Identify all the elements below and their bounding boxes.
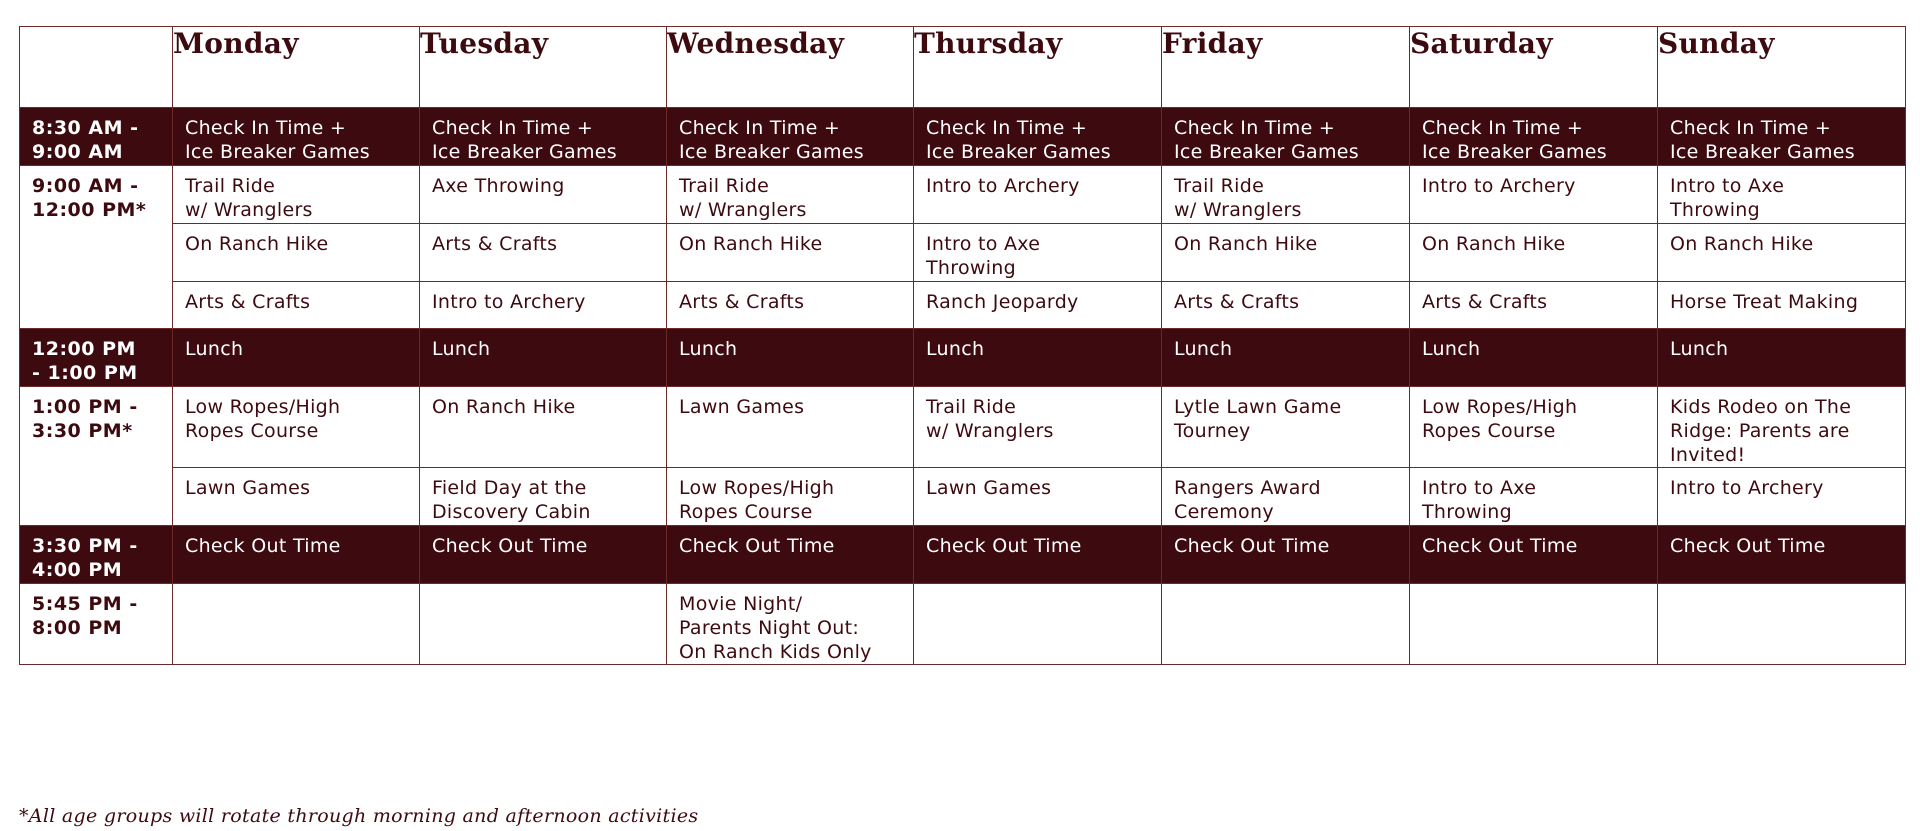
activity-cell: Low Ropes/High Ropes Course (1410, 387, 1658, 468)
activity-cell: Trail Ride w/ Wranglers (667, 166, 914, 224)
day-header: Thursday (914, 27, 1162, 108)
activity-cell: Arts & Crafts (667, 282, 914, 329)
time-slot-label: 12:00 PM - 1:00 PM (20, 329, 173, 387)
schedule-row (20, 108, 1906, 166)
activity-cell: Low Ropes/High Ropes Course (173, 387, 420, 468)
activity-cell: Lawn Games (914, 468, 1162, 526)
activity-cell: Axe Throwing (420, 166, 667, 224)
activity-cell (1162, 584, 1410, 665)
day-header: Tuesday (420, 27, 667, 108)
activity-cell: Check In Time + Ice Breaker Games (173, 108, 420, 166)
activity-cell: Check In Time + Ice Breaker Games (1410, 108, 1658, 166)
activity-cell: Kids Rodeo on The Ridge: Parents are Invited! (1658, 387, 1906, 468)
activity-cell: Intro to Axe Throwing (1658, 166, 1906, 224)
activity-cell (420, 584, 667, 665)
weekly-schedule-table (19, 26, 1906, 665)
activity-cell: Check Out Time (1658, 526, 1906, 584)
activity-cell: Intro to Axe Throwing (1410, 468, 1658, 526)
activity-cell: Check In Time + Ice Breaker Games (667, 108, 914, 166)
activity-cell: Lunch (1410, 329, 1658, 387)
footnote: *All age groups will rotate through morning and afternoon activities (19, 805, 699, 827)
time-slot-label: 8:30 AM - 9:00 AM (20, 108, 173, 166)
activity-cell: Check Out Time (667, 526, 914, 584)
schedule-row (20, 387, 1906, 468)
activity-cell: Intro to Axe Throwing (914, 224, 1162, 282)
activity-cell: Trail Ride w/ Wranglers (173, 166, 420, 224)
activity-cell: On Ranch Hike (667, 224, 914, 282)
day-header: Saturday (1410, 27, 1658, 108)
activity-cell: Trail Ride w/ Wranglers (914, 387, 1162, 468)
activity-cell: Lunch (667, 329, 914, 387)
activity-cell: Arts & Crafts (1162, 282, 1410, 329)
activity-cell: Lawn Games (667, 387, 914, 468)
activity-cell: Movie Night/ Parents Night Out: On Ranch Kids Only (667, 584, 914, 665)
day-header: Wednesday (667, 27, 914, 108)
activity-cell (1658, 584, 1906, 665)
schedule-row (20, 329, 1906, 387)
activity-cell: Low Ropes/High Ropes Course (667, 468, 914, 526)
activity-cell: On Ranch Hike (420, 387, 667, 468)
activity-cell: Intro to Archery (1658, 468, 1906, 526)
activity-cell: On Ranch Hike (1162, 224, 1410, 282)
activity-cell (173, 584, 420, 665)
day-header: Sunday (1658, 27, 1906, 108)
schedule-row (20, 526, 1906, 584)
activity-cell: On Ranch Hike (1410, 224, 1658, 282)
activity-cell: Lunch (1658, 329, 1906, 387)
activity-cell: Lunch (173, 329, 420, 387)
schedule-row (20, 282, 1906, 329)
time-slot-label: 5:45 PM - 8:00 PM (20, 584, 173, 665)
activity-cell: Lunch (420, 329, 667, 387)
day-header: Monday (173, 27, 420, 108)
activity-cell: Check In Time + Ice Breaker Games (1658, 108, 1906, 166)
corner-cell (20, 27, 173, 108)
activity-cell: Check In Time + Ice Breaker Games (914, 108, 1162, 166)
activity-cell: On Ranch Hike (173, 224, 420, 282)
time-slot-label: 1:00 PM - 3:30 PM* (20, 387, 173, 526)
day-header-row (20, 27, 1906, 108)
activity-cell: Arts & Crafts (420, 224, 667, 282)
schedule-row (20, 224, 1906, 282)
activity-cell: Check Out Time (1410, 526, 1658, 584)
activity-cell: Arts & Crafts (173, 282, 420, 329)
activity-cell: Lawn Games (173, 468, 420, 526)
time-slot-label: 3:30 PM - 4:00 PM (20, 526, 173, 584)
activity-cell: Check Out Time (914, 526, 1162, 584)
activity-cell: Lytle Lawn Game Tourney (1162, 387, 1410, 468)
activity-cell: Check Out Time (420, 526, 667, 584)
activity-cell: Arts & Crafts (1410, 282, 1658, 329)
activity-cell: Check In Time + Ice Breaker Games (420, 108, 667, 166)
day-header: Friday (1162, 27, 1410, 108)
schedule-row (20, 166, 1906, 224)
activity-cell: Intro to Archery (914, 166, 1162, 224)
activity-cell: Lunch (1162, 329, 1410, 387)
activity-cell: On Ranch Hike (1658, 224, 1906, 282)
time-slot-label: 9:00 AM - 12:00 PM* (20, 166, 173, 329)
activity-cell (914, 584, 1162, 665)
activity-cell: Horse Treat Making (1658, 282, 1906, 329)
activity-cell: Field Day at the Discovery Cabin (420, 468, 667, 526)
activity-cell: Intro to Archery (1410, 166, 1658, 224)
activity-cell: Intro to Archery (420, 282, 667, 329)
schedule-row (20, 584, 1906, 665)
activity-cell: Check Out Time (1162, 526, 1410, 584)
activity-cell: Lunch (914, 329, 1162, 387)
activity-cell (1410, 584, 1658, 665)
activity-cell: Rangers Award Ceremony (1162, 468, 1410, 526)
schedule-row (20, 468, 1906, 526)
activity-cell: Trail Ride w/ Wranglers (1162, 166, 1410, 224)
activity-cell: Check Out Time (173, 526, 420, 584)
activity-cell: Check In Time + Ice Breaker Games (1162, 108, 1410, 166)
activity-cell: Ranch Jeopardy (914, 282, 1162, 329)
